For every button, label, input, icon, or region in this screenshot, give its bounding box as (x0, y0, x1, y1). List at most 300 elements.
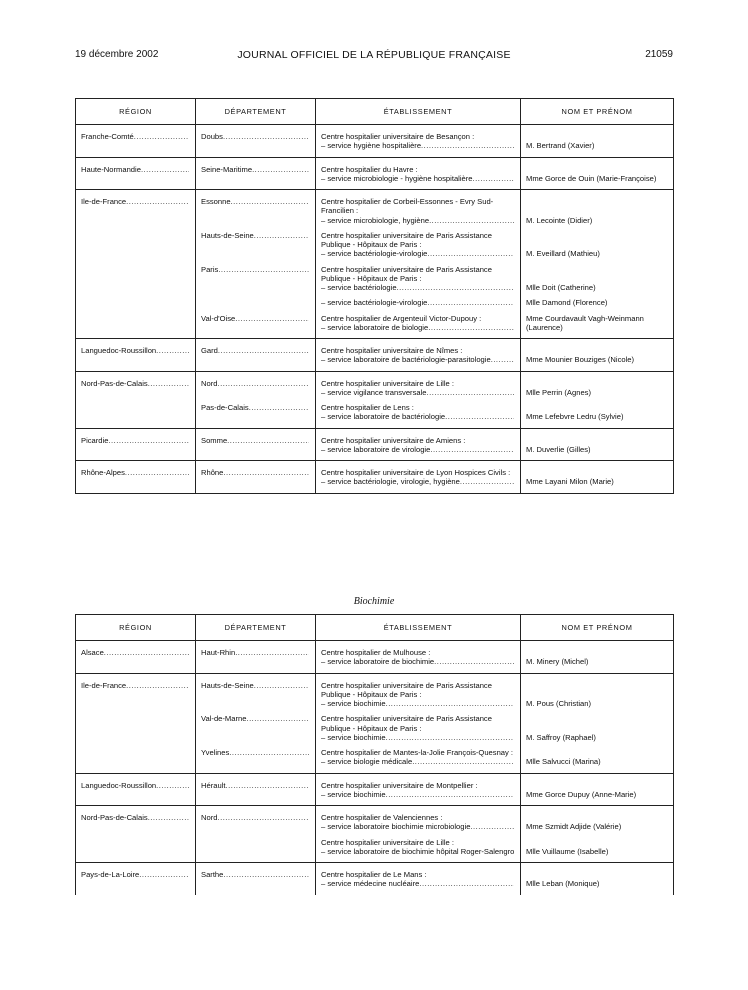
nom-entry: Mlle Salvucci (Marina) (526, 757, 601, 767)
region-label-line (81, 468, 189, 477)
region-cell (76, 428, 196, 461)
departement-entry (201, 436, 309, 455)
departement-label-line (201, 231, 309, 240)
etablissement-cell (316, 371, 521, 428)
departement-label: Hérault (201, 780, 226, 790)
dot-leader (386, 699, 514, 708)
etablissement-text (321, 197, 514, 225)
dot-leader (419, 879, 514, 888)
nom-entry: M. Lecointe (Didier) (526, 215, 593, 225)
etablissement-name: Centre hospitalier de Mantes-la-Jolie François-Quesnay : (321, 748, 514, 757)
service-label-line (321, 790, 514, 799)
nom-entry: Mme Lefebvre Ledru (Sylvie) (526, 412, 624, 422)
departement-label-line (201, 403, 309, 412)
dot-leader (386, 733, 514, 742)
table-row (76, 461, 674, 494)
service-label: – service laboratoire de biochimie hôpital Roger-Salengro (321, 846, 515, 856)
nom-cell (521, 863, 674, 895)
nom-cell (521, 371, 674, 428)
departement-cell (196, 371, 316, 428)
etablissement-text (321, 346, 514, 365)
nom-cell (521, 125, 674, 158)
departement-label-line (201, 648, 309, 657)
etablissement-text (321, 314, 514, 333)
dot-leader (252, 165, 309, 174)
etablissement-name: Centre hospitalier universitaire de Lille : (321, 837, 454, 847)
nom-entry: M. Eveillard (Mathieu) (526, 249, 600, 259)
etablissement-name: Centre hospitalier universitaire de Lyon Hospices Civils : (321, 468, 511, 477)
dot-leader (246, 714, 309, 723)
dot-leader (386, 790, 514, 799)
departement-label: Nord (201, 378, 218, 388)
etablissement-text (321, 838, 514, 857)
dot-leader (134, 132, 189, 141)
departement-entry (201, 468, 309, 487)
dot-leader (229, 748, 309, 757)
departement-label: Seine-Maritime (201, 164, 253, 174)
dot-leader (223, 468, 309, 477)
etablissement-name: Centre hospitalier universitaire de Montpellier : (321, 780, 478, 790)
dot-leader (235, 314, 309, 323)
etablissement-cell (316, 673, 521, 773)
departement-entry (201, 265, 309, 293)
service-label: – service bactériologie-virologie (321, 249, 428, 259)
region-label-line (81, 165, 189, 174)
etablissement-entry (321, 748, 514, 767)
service-label: – service médecine nucléaire (321, 879, 420, 889)
table-row (76, 806, 674, 863)
etablissement-text (321, 165, 514, 184)
departement-entry (201, 870, 309, 889)
table-row (76, 190, 674, 339)
departement-entry (201, 648, 309, 667)
dot-leader (227, 436, 309, 445)
service-label: – service microbiologie, hygiène (321, 215, 430, 225)
departement-cell (196, 641, 316, 674)
departement-cell (196, 157, 316, 190)
region-cell (76, 773, 196, 806)
etablissement-cell (316, 863, 521, 895)
region-cell (76, 461, 196, 494)
etablissement-text (321, 714, 514, 742)
dot-leader (148, 813, 189, 822)
region-cell (76, 371, 196, 428)
departement-label: Sarthe (201, 870, 224, 879)
departement-cell (196, 806, 316, 863)
departement-entry (201, 197, 309, 225)
dot-leader (445, 412, 514, 421)
departement-cell (196, 190, 316, 339)
etablissement-entry (321, 681, 514, 709)
departement-label-line (201, 132, 309, 141)
region-cell (76, 673, 196, 773)
departement-label: Essonne (201, 197, 231, 206)
service-label: – service laboratoire de bactériologie (321, 412, 446, 422)
region-label: Alsace (81, 648, 104, 657)
table-2-body (76, 641, 674, 895)
nom-entry: M. Bertrand (Xavier) (526, 141, 595, 151)
dot-leader (460, 477, 514, 486)
departement-label: Yvelines (201, 748, 230, 757)
nom-entry: Mlle Perrin (Agnes) (526, 387, 591, 397)
table-1 (75, 98, 674, 494)
departement-label-line (201, 681, 309, 690)
departement-entry (201, 681, 309, 709)
departement-label: Hauts-de-Seine (201, 230, 254, 240)
dot-leader (125, 468, 189, 477)
etablissement-cell (316, 461, 521, 494)
departement-label: Paris (201, 264, 219, 274)
etablissement-entry (321, 870, 514, 889)
departement-label-line (201, 468, 309, 477)
etablissement-entry (321, 781, 514, 800)
region-label-line (81, 197, 189, 206)
nom-entry: Mlle Damond (Florence) (526, 298, 608, 308)
nom-entry: Mme Layani Milon (Marie) (526, 477, 614, 487)
nom-entry: M. Pous (Christian) (526, 699, 591, 708)
dot-leader (225, 781, 309, 790)
table-2 (75, 614, 674, 895)
etablissement-name: Centre hospitalier universitaire de Nîmes : (321, 346, 463, 355)
service-label-line (321, 216, 514, 225)
service-label: – service laboratoire de biochimie (321, 657, 435, 667)
departement-label: Val-d'Oise (201, 313, 236, 323)
nom-entry: Mme Mounier Bouziges (Nicole) (526, 355, 635, 365)
departement-entry (201, 748, 309, 767)
region-label-line (81, 346, 189, 355)
dot-leader (430, 445, 514, 454)
etablissement-text (321, 748, 514, 767)
service-label-line (321, 657, 514, 666)
departement-entry (201, 813, 309, 832)
service-label-line (321, 847, 514, 856)
departement-label: Gard (201, 346, 218, 355)
etablissement-name: Centre hospitalier universitaire de Besançon : (321, 132, 475, 141)
dot-leader (156, 781, 189, 790)
etablissement-name: Centre hospitalier de Lens : (321, 403, 414, 412)
nom-entry: Mlle Leban (Monique) (526, 879, 600, 889)
nom-entry: Mlle Doit (Catherine) (526, 283, 596, 292)
region-cell (76, 863, 196, 895)
nom-cell (521, 673, 674, 773)
etablissement-text (321, 298, 514, 307)
dot-leader (126, 681, 189, 690)
etablissement-entry (321, 436, 514, 455)
dot-leader (104, 648, 189, 657)
column-header-nom: NOM ET PRÉNOM (521, 99, 674, 125)
service-label-line (321, 298, 514, 307)
nom-cell (521, 641, 674, 674)
dot-leader (434, 657, 514, 666)
departement-label-line (201, 436, 309, 445)
departement-label-line (201, 714, 309, 723)
etablissement-name: Centre hospitalier de Mulhouse : (321, 648, 431, 657)
dot-leader (139, 870, 189, 879)
region-label: Nord-Pas-de-Calais (81, 813, 148, 822)
nom-cell (521, 428, 674, 461)
service-label-line (321, 355, 514, 364)
etablissement-cell (316, 773, 521, 806)
etablissement-text (321, 403, 514, 422)
nom-cell (521, 806, 674, 863)
region-label: Picardie (81, 435, 109, 445)
departement-label: Pas-de-Calais (201, 403, 249, 412)
departement-entry (201, 132, 309, 151)
etablissement-cell (316, 339, 521, 372)
departement-label: Haut-Rhin (201, 648, 236, 657)
departement-cell (196, 428, 316, 461)
service-label-line (321, 733, 514, 742)
region-cell (76, 806, 196, 863)
departement-entry (201, 403, 309, 422)
service-label-line (321, 388, 514, 397)
service-label: – service laboratoire biochimie microbiologie (321, 822, 471, 832)
etablissement-entry (321, 403, 514, 422)
region-label-line (81, 813, 189, 822)
table-row (76, 773, 674, 806)
region-label: Rhône-Alpes (81, 468, 125, 477)
region-cell (76, 190, 196, 339)
table-row (76, 863, 674, 895)
etablissement-text (321, 813, 514, 832)
departement-label-line (201, 265, 309, 274)
section-caption: Biochimie (353, 596, 395, 607)
departement-label-line (201, 314, 309, 323)
departement-label-line (201, 346, 309, 355)
column-header-region: RÉGION (76, 99, 196, 125)
departement-label-line (201, 813, 309, 822)
dot-leader (429, 216, 514, 225)
service-label-line (321, 699, 514, 708)
nom-cell (521, 339, 674, 372)
table-row (76, 339, 674, 372)
etablissement-name: Centre hospitalier de Valenciennes : (321, 813, 443, 822)
departement-label-line (201, 165, 309, 174)
departement-entry (201, 314, 309, 333)
etablissement-entry (321, 813, 514, 832)
service-label: – service biologie médicale (321, 757, 413, 767)
nom-cell (521, 461, 674, 494)
nom-entry: M. Minery (Michel) (526, 657, 589, 667)
departement-entry (201, 165, 309, 184)
service-label-line (321, 323, 514, 332)
etablissement-entry (321, 379, 514, 398)
dot-leader (470, 822, 514, 831)
dot-leader (126, 197, 189, 206)
etablissement-text (321, 681, 514, 709)
table-row (76, 157, 674, 190)
nom-entry: Mme Gorce de Ouin (Marie-Françoise) (526, 173, 657, 183)
etablissement-entry (321, 648, 514, 667)
service-label: – service hygiène hospitalière (321, 141, 422, 151)
header-page-number: 21059 (645, 49, 673, 60)
etablissement-cell (316, 125, 521, 158)
dot-leader (148, 379, 189, 388)
region-label-line (81, 379, 189, 388)
departement-label: Hauts-de-Seine (201, 680, 254, 690)
departement-label-line (201, 379, 309, 388)
region-cell (76, 125, 196, 158)
etablissement-text (321, 436, 514, 455)
etablissement-text (321, 781, 514, 800)
etablissement-name: Centre hospitalier du Havre : (321, 164, 418, 174)
region-cell (76, 339, 196, 372)
departement-cell (196, 863, 316, 895)
dot-leader (141, 165, 189, 174)
departement-label: Rhône (201, 468, 224, 477)
departement-cell (196, 125, 316, 158)
departement-entry (201, 231, 309, 259)
region-cell (76, 157, 196, 190)
etablissement-name: Centre hospitalier universitaire de Lille : (321, 378, 454, 388)
etablissement-entry (321, 346, 514, 365)
dot-leader (427, 388, 514, 397)
nom-cell (521, 190, 674, 339)
etablissement-entry (321, 838, 514, 857)
dot-leader (156, 346, 189, 355)
table-row (76, 641, 674, 674)
service-label: – service biochimie (321, 699, 386, 708)
etablissement-name: Centre hospitalier de Le Mans : (321, 870, 427, 879)
dot-leader (397, 283, 514, 292)
service-label-line (321, 174, 514, 183)
etablissement-text (321, 132, 514, 151)
dot-leader (249, 403, 309, 412)
etablissement-entry (321, 314, 514, 333)
service-label: – service bactériologie (321, 283, 397, 292)
dot-leader (217, 379, 309, 388)
table-row (76, 673, 674, 773)
departement-entry (201, 781, 309, 800)
etablissement-name: Centre hospitalier universitaire de Paris Assistance Publique - Hôpitaux de Paris : (321, 680, 492, 699)
column-header-nom: NOM ET PRÉNOM (521, 615, 674, 641)
service-label: – service microbiologie - hygiène hospitalière (321, 173, 473, 183)
etablissement-name: Centre hospitalier universitaire de Paris Assistance Publique - Hôpitaux de Paris : (321, 264, 492, 283)
departement-entry (201, 346, 309, 365)
etablissement-name: Centre hospitalier de Corbeil-Essonnes - Evry Sud-Francilien : (321, 197, 494, 216)
departement-entry (201, 714, 309, 742)
dot-leader (491, 355, 514, 364)
etablissement-cell (316, 428, 521, 461)
table-row (76, 428, 674, 461)
departement-entry (201, 838, 309, 857)
header-date: 19 décembre 2002 (75, 49, 159, 60)
region-label: Languedoc-Roussillon (81, 780, 157, 790)
dot-leader (254, 681, 309, 690)
column-header-departement: DÉPARTEMENT (196, 615, 316, 641)
departement-label: Somme (201, 435, 228, 445)
column-header-region: RÉGION (76, 615, 196, 641)
service-label-line (321, 757, 514, 766)
region-label: Languedoc-Roussillon (81, 346, 157, 355)
departement-entry (201, 379, 309, 398)
region-label: Haute-Normandie (81, 164, 141, 174)
dot-leader (421, 141, 514, 150)
header-title: JOURNAL OFFICIEL DE LA RÉPUBLIQUE FRANÇAISE (237, 49, 511, 61)
service-label-line (321, 412, 514, 421)
etablissement-cell (316, 157, 521, 190)
etablissement-name: Centre hospitalier universitaire de Paris Assistance Publique - Hôpitaux de Paris : (321, 714, 492, 733)
service-label: – service laboratoire de bactériologie-parasitologie (321, 355, 491, 365)
service-label-line (321, 283, 514, 292)
nom-cell (521, 773, 674, 806)
departement-cell (196, 673, 316, 773)
etablissement-text (321, 231, 514, 259)
region-label: Ile-de-France (81, 197, 127, 206)
dot-leader (218, 265, 309, 274)
nom-entry: Mme Courdavault Vagh-Weinmann (Laurence) (526, 313, 644, 332)
dot-leader (254, 231, 309, 240)
departement-label: Doubs (201, 132, 223, 141)
etablissement-text (321, 379, 514, 398)
service-label: – service bactériologie-virologie (321, 298, 428, 308)
departement-label-line (201, 748, 309, 757)
etablissement-entry (321, 231, 514, 259)
dot-leader (217, 813, 309, 822)
departement-entry (201, 298, 309, 307)
dot-leader (108, 436, 189, 445)
nom-cell (521, 157, 674, 190)
departement-label-line (201, 781, 309, 790)
service-label-line (321, 141, 514, 150)
service-label-line (321, 477, 514, 486)
etablissement-entry (321, 165, 514, 184)
departement-label: Val-de-Marne (201, 714, 247, 724)
etablissement-text (321, 265, 514, 293)
etablissement-cell (316, 641, 521, 674)
nom-entry: M. Saffroy (Raphael) (526, 732, 596, 742)
etablissement-name: Centre hospitalier universitaire de Amiens : (321, 435, 466, 445)
nom-entry: Mme Szmidt Adjide (Valérie) (526, 822, 622, 832)
dot-leader (235, 648, 309, 657)
departement-label-line (201, 870, 309, 879)
service-label: – service bactériologie, virologie, hygiène (321, 477, 460, 487)
column-header-etablissement: ÉTABLISSEMENT (316, 99, 521, 125)
region-label: Nord-Pas-de-Calais (81, 378, 148, 388)
nom-entry: Mme Gorce Dupuy (Anne-Marie) (526, 789, 637, 799)
etablissement-name: Centre hospitalier universitaire de Paris Assistance Publique - Hôpitaux de Paris : (321, 230, 492, 249)
region-label: Pays-de-La-Loire (81, 870, 140, 879)
etablissement-name: Centre hospitalier de Argenteuil Victor-Dupouy : (321, 313, 482, 323)
region-cell (76, 641, 196, 674)
dot-leader (473, 174, 514, 183)
dot-leader (428, 323, 514, 332)
etablissement-entry (321, 714, 514, 742)
etablissement-entry (321, 132, 514, 151)
departement-label-line (201, 197, 309, 206)
etablissement-cell (316, 806, 521, 863)
dot-leader (427, 249, 514, 258)
region-label-line (81, 648, 189, 657)
service-label-line (321, 445, 514, 454)
service-label: – service vigilance transversale (321, 387, 427, 397)
nom-entry: Mlle Vuillaume (Isabelle) (526, 846, 609, 856)
dot-leader (218, 346, 309, 355)
departement-cell (196, 339, 316, 372)
etablissement-cell (316, 190, 521, 339)
departement-cell (196, 773, 316, 806)
table-row (76, 125, 674, 158)
etablissement-text (321, 468, 514, 487)
etablissement-entry (321, 197, 514, 225)
service-label: – service laboratoire de biologie (321, 322, 429, 332)
etablissement-text (321, 870, 514, 889)
dot-leader (223, 132, 309, 141)
service-label-line (321, 879, 514, 888)
service-label: – service biochimie (321, 789, 386, 799)
region-label-line (81, 132, 189, 141)
etablissement-entry (321, 468, 514, 487)
